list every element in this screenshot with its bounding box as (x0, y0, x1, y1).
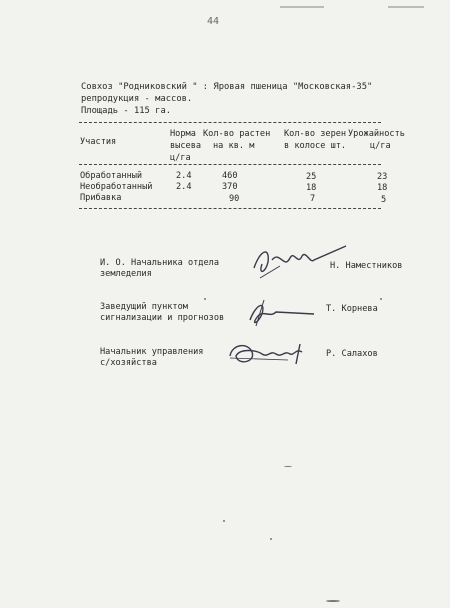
scan-speck (204, 298, 206, 300)
row-untreated-seed-rate: 2.4 (176, 182, 192, 192)
signature-naumestnikov (250, 240, 350, 280)
row-treated-grains: 25 (306, 172, 317, 182)
scan-artifact (280, 6, 324, 8)
row-treated-seed-rate: 2.4 (176, 171, 192, 181)
signatory-title-line-2: земледелия (100, 269, 152, 279)
page-number: 44 (207, 16, 220, 27)
signature-korneva (244, 296, 324, 330)
header-yield-2: ц/га (370, 141, 391, 151)
scan-speck (326, 600, 340, 602)
row-untreated-plot: Необработанный (80, 182, 153, 192)
table-top-rule (79, 122, 381, 123)
scan-speck (270, 538, 272, 540)
row-untreated-plants: 370 (222, 182, 238, 192)
header-plants-2: на кв. м (213, 141, 255, 151)
row-untreated-yield: 18 (377, 183, 388, 193)
signatory-title-line-1: Начальник управления (100, 347, 204, 357)
header-seed-rate-1: Норма (170, 129, 196, 139)
header-yield-1: Урожайность (348, 129, 405, 139)
area-line: Площадь - 115 га. (81, 106, 172, 116)
row-untreated-grains: 18 (306, 183, 317, 193)
header-grains-2: в колосе шт. (284, 141, 347, 151)
row-treated-plants: 460 (222, 171, 238, 181)
header-seed-rate-3: ц/га (170, 153, 191, 163)
signatory-name: Н. Наместников (330, 261, 403, 271)
row-treated-yield: 23 (377, 172, 388, 182)
signatory-name: Р. Салахов (326, 349, 378, 359)
header-plants-1: Кол-во растен (203, 129, 271, 139)
signatory-title-line-1: Заведущий пунктом (100, 302, 188, 312)
scan-speck (223, 520, 225, 522)
table-bottom-rule (79, 208, 381, 209)
header-grains-1: Кол-во зерен (284, 129, 347, 139)
row-gain-grains: 7 (310, 194, 316, 204)
scan-speck (380, 298, 382, 300)
scan-speck (284, 466, 292, 467)
row-gain-yield: 5 (381, 195, 387, 205)
header-seed-rate-2: высева (170, 141, 202, 151)
document-heading: Совхоз "Родниковский " : Яровая пшеница "Московская-35" (81, 82, 373, 92)
signatory-name: Т. Корнева (326, 304, 378, 314)
document-subheading: репродукция - массов. (81, 94, 193, 104)
row-gain-plants: 90 (229, 194, 240, 204)
table-header-rule (79, 164, 381, 165)
signature-salakhov (226, 338, 326, 374)
signatory-title-line-2: сигнализации и прогнозов (100, 313, 225, 323)
scan-artifact (388, 6, 424, 8)
signatory-title-line-2: с/хозяйства (100, 358, 157, 368)
header-plot: Участия (80, 137, 117, 147)
row-gain-plot: Прибавка (80, 193, 122, 203)
row-treated-plot: Обработанный (80, 171, 143, 181)
signatory-title-line-1: И. О. Начальника отдела (100, 258, 219, 268)
